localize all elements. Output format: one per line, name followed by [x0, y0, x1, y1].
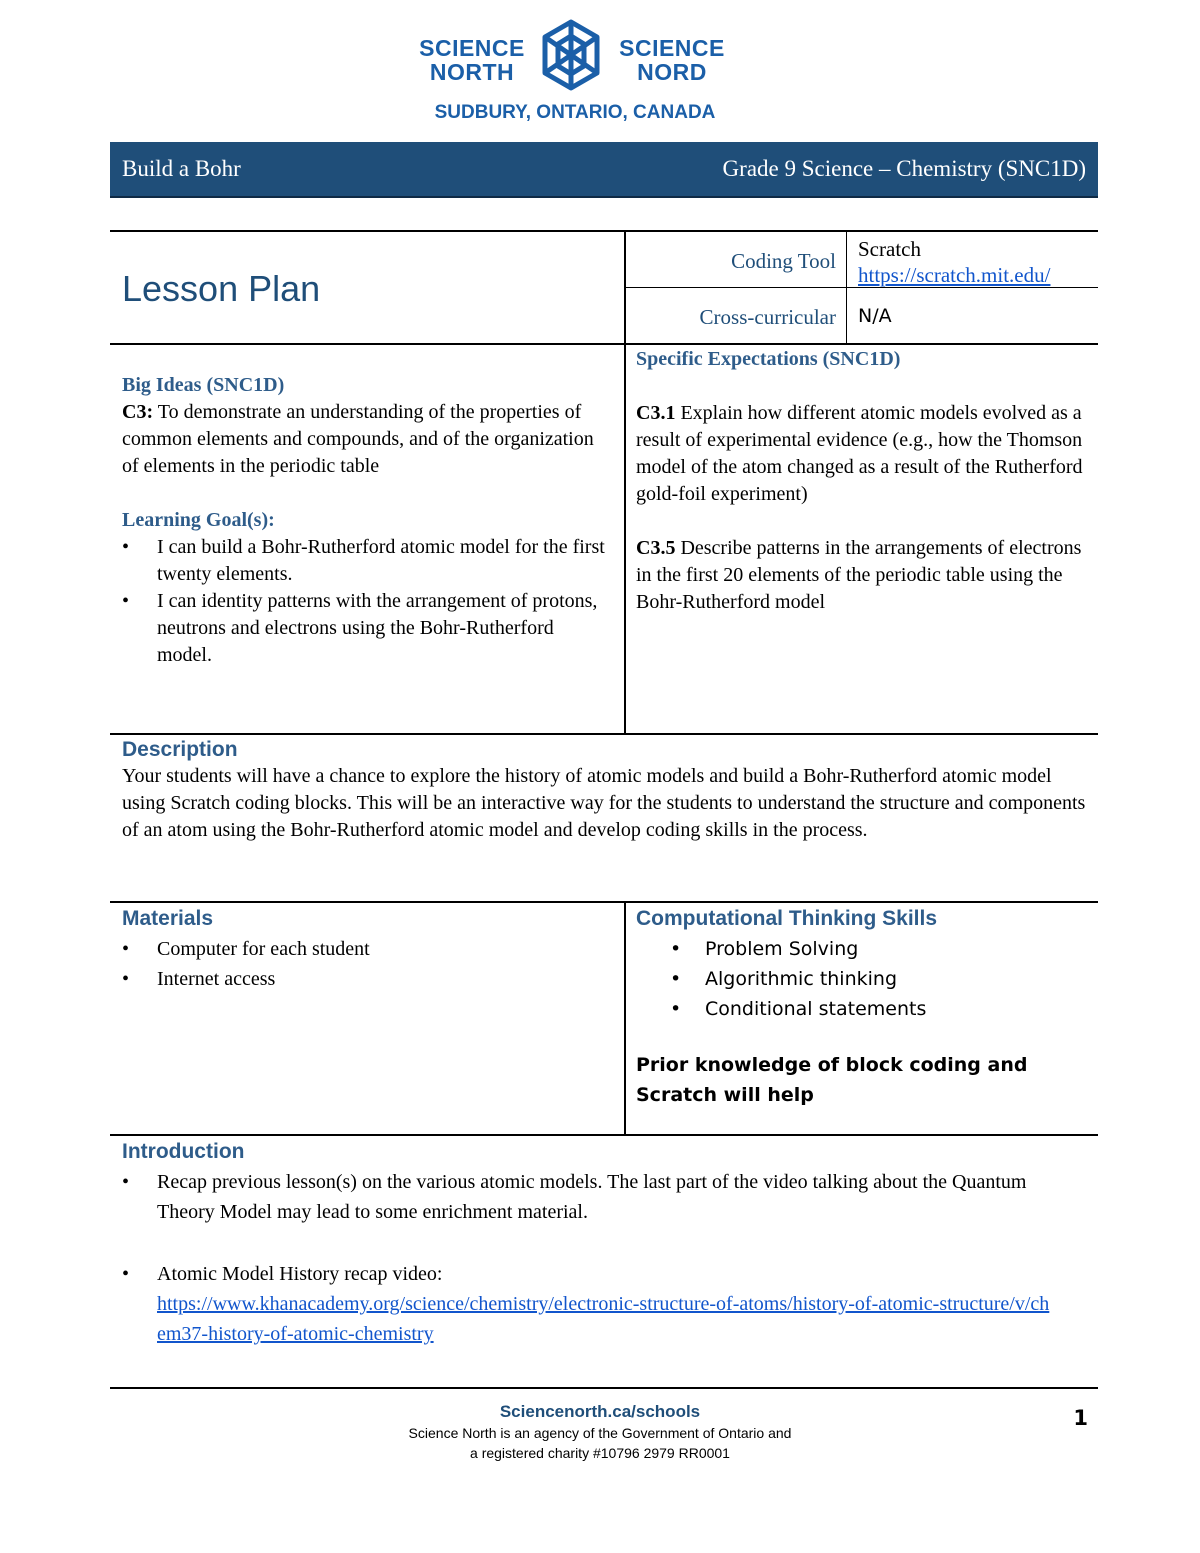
description-section — [122, 736, 1092, 844]
introduction-list — [122, 1167, 1052, 1227]
description-top-border — [110, 733, 1098, 735]
introduction-heading: Introduction — [122, 1140, 245, 1163]
lesson-plan-heading: Lesson Plan — [122, 268, 321, 309]
specific-expectations-heading: Specific Expectations (SNC1D) — [636, 348, 901, 370]
title-bar — [110, 142, 1098, 198]
khan-academy-link[interactable]: https://www.khanacademy.org/science/chemistry/electronic-structure-of-atoms/history-of-atomic-structure/v/chem37-history-of-atomic-chemistry — [157, 1293, 1050, 1345]
list-item: • I can build a Bohr-Rutherford atomic model for the first twenty elements. — [122, 534, 612, 588]
big-ideas-section — [122, 372, 612, 669]
prior-knowledge-note: Prior knowledge of block coding and Scratch will help — [636, 1054, 1028, 1106]
description-heading: Description — [122, 738, 238, 761]
learning-goals-list — [122, 534, 612, 669]
logo-right-line2: NORD — [637, 59, 707, 85]
materials-divider — [624, 901, 626, 1135]
cross-curricular-value: N/A — [858, 305, 892, 327]
list-item: • Internet access — [122, 964, 612, 994]
footer-line2: a registered charity #10796 2979 RR0001 — [470, 1445, 730, 1461]
science-north-logo — [0, 14, 1200, 124]
list-item: • Recap previous lesson(s) on the various atomic models. The last part of the video talking about the Quantum Theory Model may lead to some enrichment material. — [122, 1167, 1052, 1227]
materials-section — [122, 904, 612, 994]
page-number: 1 — [1073, 1406, 1088, 1430]
coding-tool-name: Scratch — [858, 237, 921, 261]
big-ideas-heading: Big Ideas (SNC1D) — [122, 374, 285, 396]
logo-right-line1: SCIENCE — [619, 35, 725, 61]
ideas-divider — [624, 343, 626, 733]
computational-thinking-heading: Computational Thinking Skills — [636, 907, 938, 930]
scratch-link[interactable]: https://scratch.mit.edu/ — [858, 263, 1051, 287]
learning-goals-heading: Learning Goal(s): — [122, 509, 275, 531]
list-item: • Conditional statements — [670, 994, 1091, 1024]
footer-line1: Science North is an agency of the Government of Ontario and — [408, 1425, 792, 1441]
footer-site[interactable]: Sciencenorth.ca/schools — [499, 1402, 701, 1421]
materials-list — [122, 934, 612, 994]
list-item: • Computer for each student — [122, 934, 612, 964]
header-col-divider — [846, 230, 847, 344]
materials-heading: Materials — [122, 907, 214, 930]
coding-tool-label: Coding Tool — [731, 249, 836, 273]
logo-left-line2: NORTH — [429, 59, 515, 85]
snowflake-icon — [535, 16, 607, 94]
cross-curricular-label: Cross-curricular — [699, 305, 836, 329]
description-text: Your students will have a chance to explore the history of atomic models and build a Bohr-Rutherford atomic model using Scratch coding blocks. This will be an interactive way for the students to understand the structure and components of an atom using the Bohr-Rutherford atomic model and develop coding skills in the process. — [122, 765, 1086, 841]
skills-list — [636, 934, 1091, 1024]
logo-left-line1: SCIENCE — [419, 35, 525, 61]
logo-text-english — [418, 36, 526, 84]
list-item: • Problem Solving — [670, 934, 1091, 964]
introduction-top-border — [110, 1134, 1098, 1136]
header-bottom-border — [110, 343, 1098, 345]
introduction-section — [122, 1137, 1052, 1349]
expectation-c3-5: C3.5 Describe patterns in the arrangements of electrons in the first 20 elements of the periodic table using the Bohr-Rutherford model — [636, 537, 1082, 613]
logo-text-french — [616, 36, 728, 84]
course-title: Grade 9 Science – Chemistry (SNC1D) — [722, 156, 1086, 181]
computational-thinking-section — [636, 904, 1091, 1110]
specific-expectations-section — [636, 346, 1091, 616]
list-item: • Algorithmic thinking — [670, 964, 1091, 994]
logo-location: SUDBURY, ONTARIO, CANADA — [434, 102, 716, 123]
materials-top-border — [110, 901, 1098, 903]
footer-border — [110, 1387, 1098, 1389]
expectation-c3-1: C3.1 Explain how different atomic models evolved as a result of experimental evidence (e.g., how the Thomson model of the atom changed as a result of the Rutherford gold-foil experiment) — [636, 402, 1083, 505]
table-top-border — [110, 230, 1098, 232]
coding-tool-value — [858, 236, 1050, 288]
list-item: • Atomic Model History recap video: https://www.khanacademy.org/science/chemistry/electronic-structure-of-atoms/history-of-atomic-structure/v/chem37-history-of-atomic-chemistry — [122, 1259, 1052, 1349]
lesson-title: Build a Bohr — [122, 156, 241, 181]
list-item: • I can identity patterns with the arrangement of protons, neutrons and electrons using the Bohr-Rutherford model. — [122, 588, 612, 669]
big-ideas-text: C3: To demonstrate an understanding of the properties of common elements and compounds, and of the organization of elements in the periodic table — [122, 401, 594, 477]
